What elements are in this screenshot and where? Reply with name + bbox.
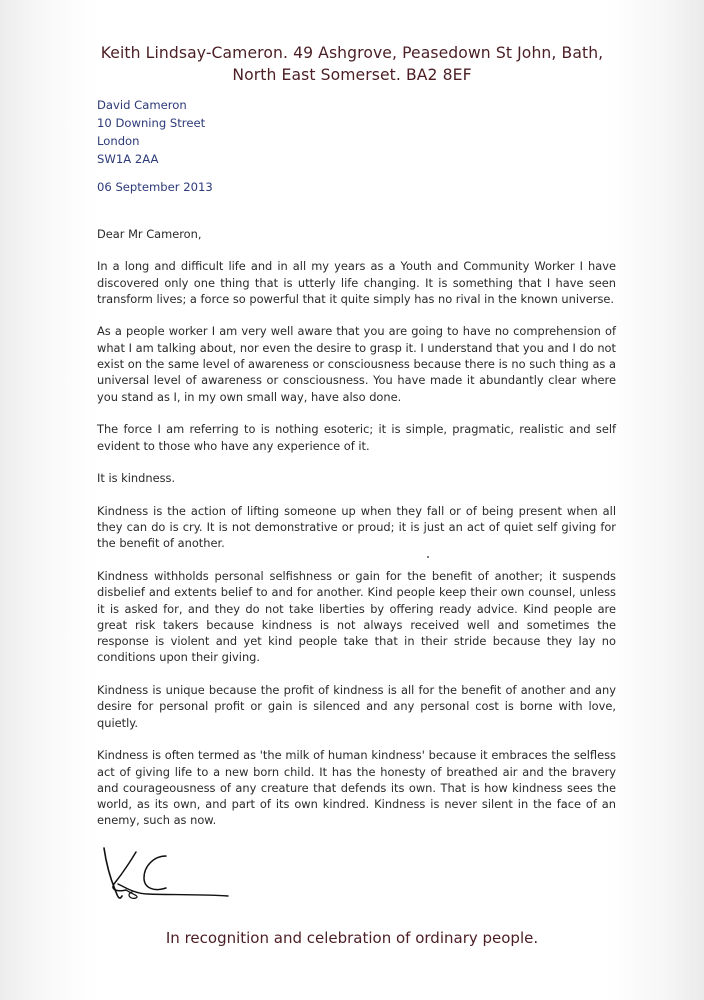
paragraph-5: Kindness is the action of lifting someone up when they fall or of being present when all they can do is cry. It is not demonstrative or proud; it is just an act of quiet self giving for the benefit of another. [97, 503, 616, 551]
stray-mark [427, 556, 429, 558]
sender-line-2: North East Somerset. BA2 8EF [232, 66, 472, 84]
recipient-city: London [97, 134, 140, 148]
recipient-postcode: SW1A 2AA [97, 152, 159, 166]
paragraph-4: It is kindness. [97, 471, 176, 486]
paragraph-8: Kindness is often termed as 'the milk of human kindness' because it embraces the selfless act of giving life to a new born child. It has the honesty of breathed air and the bravery and courageousness of any creature that defends its own. That is how kindness sees the world, as its own, and part of its own kindred. Kindness is never silent in the face of an enemy, such as now. [97, 748, 616, 828]
sender-address [60, 42, 644, 86]
recipient-name: David Cameron [97, 98, 187, 112]
footer-tagline: In recognition and celebration of ordinary people. [165, 929, 539, 947]
paragraph-7: Kindness is unique because the profit of kindness is all for the benefit of another and any desire for personal profit or gain is silenced and any personal cost is borne with love, quietly. [97, 683, 616, 730]
salutation: Dear Mr Cameron, [97, 227, 202, 241]
paragraph-2: As a people worker I am very well aware that you are going to have no comprehension of what I am talking about, nor even the desire to grasp it. I understand that you and I do not exist on the same level of awareness or consciousness because there is no such thing as a universal level of awareness or consciousness. You have made it abundantly clear where you stand as I, in my own small way, have also done. [97, 324, 616, 404]
sender-line-1: Keith Lindsay-Cameron. 49 Ashgrove, Peasedown St John, Bath, [100, 44, 604, 62]
paragraph-3: The force I am referring to is nothing esoteric; it is simple, pragmatic, realistic and self evident to those who have any experience of it. [97, 422, 616, 453]
paragraph-1: In a long and difficult life and in all my years as a Youth and Community Worker I have discovered only one thing that is utterly life changing. It is something that I have seen transform lives; a force so powerful that it quite simply has no rival in the known universe. [97, 259, 616, 306]
letter-date: 06 September 2013 [97, 180, 213, 194]
recipient-address [97, 96, 205, 168]
recipient-street: 10 Downing Street [97, 116, 206, 130]
handwritten-signature [96, 840, 246, 910]
letter-body [97, 226, 616, 845]
paragraph-6: Kindness withholds personal selfishness or gain for the benefit of another; it suspends disbelief and extents belief to and for another. Kind people keep their own counsel, unless it is asked for, and they do not take liberties by offering ready advice. Kind people are great risk takers because kindness is not always received well and sometimes the response is violent and yet kind people take that in their stride because they lay no conditions upon their giving. [97, 568, 616, 665]
